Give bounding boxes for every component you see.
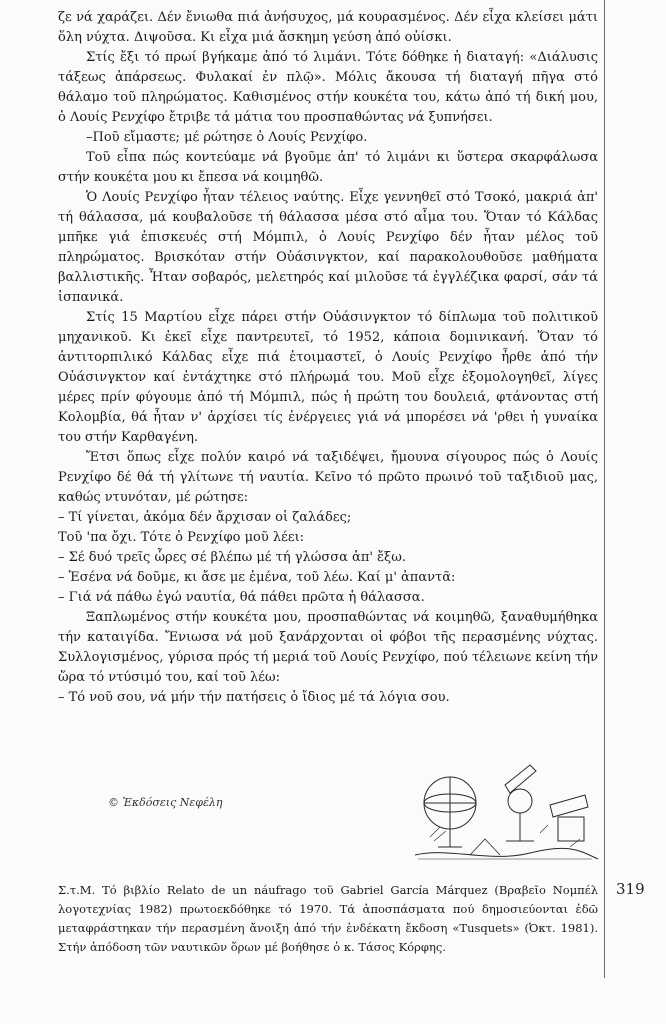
body-paragraph: – Γιά νά πάθω ἐγώ ναυτία, θά πάθει πρῶτα ἡ θάλασσα. xyxy=(58,590,425,605)
body-paragraph: Ἔτσι ὅπως εἶχε πολύν καιρό νά ταξιδέψει, ἤμουνα σίγουρος πώς ὁ Λουίς Ρενχίφο δέ θά τή γλίτωνε τή ναυτία. Κεῖνο τό πρῶτο πρωινό τοῦ ταξιδιοῦ μας, καθώς ντυνόταν, μέ ρώτησε: xyxy=(58,450,598,505)
publisher-note: © Ἐκδόσεις Νεφέλη xyxy=(108,796,223,809)
body-paragraph: Στίς 15 Μαρτίου εἶχε πάρει στήν Οὐάσινγκτον τό δίπλωμα τοῦ πολιτικοῦ μηχανικοῦ. Κι ἐκεῖ εἶχε παντρευτεῖ, τό 1952, κάποια δομινικανή. Ὅταν τό ἀντιτορπιλικό Κάλδας εἶχε πιά ἑτοιμαστεῖ, ὁ Λουίς Ρενχίφο ἦρθε ἀπό τήν Οὐάσινγκτον καί ἐντάχτηκε στό πλήρωμά του. Μοῦ εἶχε ἐξομολογηθεῖ, λίγες μέρες πρίν φύγουμε ἀπό τή Μόμπιλ, πώς ἡ πρώτη του δουλειά, φτάνοντας στή Κολομβία, θά ἦταν ν' ἀρχίσει τίς ἐνέργειες γιά νά μπορέσει νά 'ρθει ἡ γυναίκα του στήν Καρθαγένη. xyxy=(58,310,598,445)
body-paragraph: – Τό νοῦ σου, νά μήν τήν πατήσεις ὁ ἴδιος μέ τά λόγια σου. xyxy=(58,690,450,705)
page-margin-rule xyxy=(604,0,605,978)
body-paragraph: Τοῦ 'πα ὄχι. Τότε ὁ Ρενχίφο μοῦ λέει: xyxy=(58,530,305,545)
page-number: 319 xyxy=(616,880,645,898)
body-paragraph: ζε νά χαράζει. Δέν ἔνιωθα πιά ἀνήσυχος, μά κουρασμένος. Δέν εἶχα κλείσει μάτι ὅλη νύχτα. Διψοῦσα. Κι εἶχα μιά ἄσκημη γεύση ἀπό οὐίσκι. xyxy=(58,10,598,45)
body-paragraph: Ὁ Λουίς Ρενχίφο ἦταν τέλειος ναύτης. Εἶχε γεννηθεῖ στό Τσοκό, μακριά ἀπ' τή θάλασσα, μά κουβαλοῦσε τή θάλασσα μέσα στό αἷμα του. Ὅταν τό Κάλδας μπῆκε γιά ἐπισκευές στή Μόμπιλ, ὁ Λουίς Ρενχίφο δέν ἦταν μέλος τοῦ πληρώματος. Βρισκόταν στήν Οὐάσινγκτον, καί παρακολουθοῦσε μαθήματα βαλλιστικῆς. Ἦταν σοβαρός, μελετηρός καί μιλοῦσε τά ἐγγλέζικα φαρσί, σάν τά ἰσπανικά. xyxy=(58,190,598,305)
body-text xyxy=(58,8,598,708)
body-paragraph: – Σέ δυό τρεῖς ὧρες σέ βλέπω μέ τή γλώσσα ἀπ' ἔξω. xyxy=(58,550,406,565)
body-paragraph: Στίς ἔξι τό πρωί βγήκαμε ἀπό τό λιμάνι. Τότε δόθηκε ἡ διαταγή: «Διάλυσις τάξεως ἀπάρσεως. Φυλακαί ἐν πλῷ». Μόλις ἄκουσα τή διαταγή πῆγα στό θάλαμο τοῦ πληρώματος. Καθισμένος στήν κουκέτα του, κάτω ἀπό τή δική μου, ὁ Λουίς Ρενχίφο ἔτριβε τά μάτια του προσπαθώντας νά ξυπνήσει. xyxy=(58,50,598,125)
body-paragraph: – Ἐσένα νά δοῦμε, κι ἄσε με ἐμένα, τοῦ λέω. Καί μ' ἀπαντᾶ: xyxy=(58,570,456,585)
body-paragraph: – Τί γίνεται, ἀκόμα δέν ἄρχισαν οἱ ζαλάδες; xyxy=(58,510,352,525)
nautical-instruments-engraving xyxy=(410,755,600,865)
translator-footnote xyxy=(58,881,598,957)
body-paragraph: Τοῦ εἶπα πώς κοντεύαμε νά βγοῦμε ἀπ' τό λιμάνι κι ὕστερα σκαρφάλωσα στήν κουκέτα μου κι ἔπεσα νά κοιμηθῶ. xyxy=(58,150,598,185)
body-paragraph: Ξαπλωμένος στήν κουκέτα μου, προσπαθώντας νά κοιμηθῶ, ξαναθυμήθηκα τήν καταιγίδα. Ἔνιωσα νά μοῦ ξανάρχονται οἱ φόβοι τῆς περασμένης νύχτας. Συλλογισμένος, γύρισα πρός τή μεριά τοῦ Λουίς Ρενχίφο, πού τέλειωνε κείνη τήν ὥρα τό ντύσιμό του, καί τοῦ λέω: xyxy=(58,610,598,685)
footnote-text: Σ.τ.Μ. Τό βιβλίο Relato de un náufrago τοῦ Gabriel García Márquez (Βραβεῖο Νομπέλ λογοτεχνίας 1982) πρωτοεκδόθηκε τό 1970. Τά ἀποσπάσματα πού δημοσιεύονται ἐδῶ μεταφράστηκαν τήν περασμένη ἄνοιξη ἀπό τήν ἑνδέκατη ἔκδοση «Tusquets» (Ὀκτ. 1981). Στήν ἀπόδοση τῶν ναυτικῶν ὅρων μέ βοήθησε ὁ κ. Τάσος Κόρφης. xyxy=(58,883,598,954)
body-paragraph: –Ποῦ εἴμαστε; μέ ρώτησε ὁ Λουίς Ρενχίφο. xyxy=(86,130,368,145)
